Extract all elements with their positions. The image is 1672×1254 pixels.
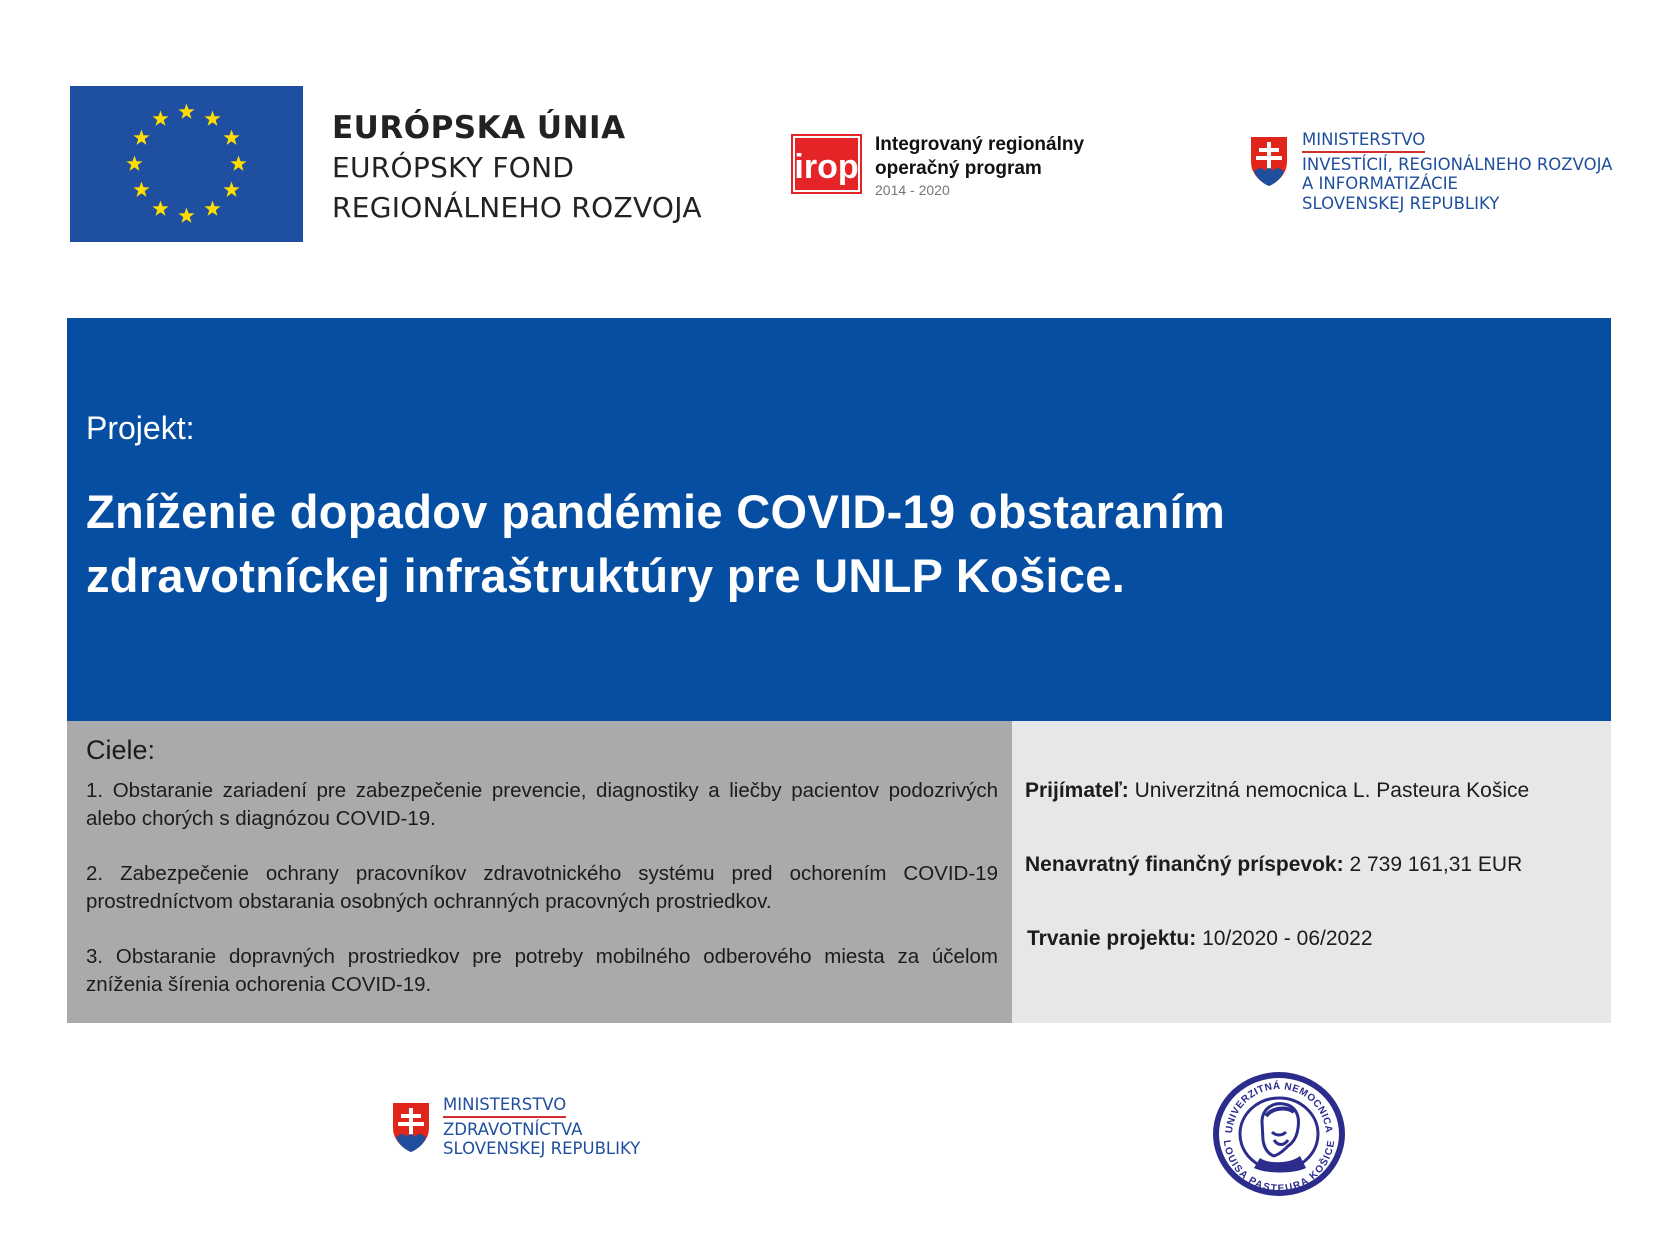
ministry-investments-line-1: MINISTERSTVO bbox=[1302, 130, 1425, 153]
irop-years: 2014 - 2020 bbox=[875, 182, 950, 198]
irop-logo-text: irop bbox=[794, 148, 859, 186]
eu-star-icon bbox=[204, 110, 220, 125]
eu-title: EURÓPSKA ÚNIA bbox=[332, 110, 626, 146]
duration-line bbox=[1027, 927, 1373, 951]
ministry-investments-line-2: INVESTÍCIÍ, REGIONÁLNEHO ROZVOJA bbox=[1302, 154, 1613, 174]
hospital-seal-icon bbox=[1210, 1070, 1348, 1198]
ministry-investments-title bbox=[1302, 130, 1612, 213]
eu-star-icon bbox=[223, 130, 239, 145]
ministry-health-line-3: SLOVENSKEJ REPUBLIKY bbox=[443, 1139, 641, 1158]
seal-top-text: UNIVERZITNÁ NEMOCNICA bbox=[1223, 1080, 1335, 1134]
eu-line-3: REGIONÁLNEHO ROZVOJA bbox=[332, 191, 702, 224]
recipient-line bbox=[1025, 779, 1529, 803]
ministry-health-line-1: MINISTERSTVO bbox=[443, 1095, 566, 1118]
eu-line-2: EURÓPSKY FOND bbox=[332, 151, 575, 184]
irop-title bbox=[875, 133, 1084, 199]
project-label: Projekt: bbox=[86, 410, 195, 446]
goal-item: 3. Obstaranie dopravných prostriedkov pre potreby mobilného odberového miesta za účelom zníženia šírenia ochorenia COVID-19. bbox=[86, 945, 998, 996]
recipient-label: Prijímateľ: bbox=[1025, 779, 1129, 802]
eu-star-icon bbox=[126, 156, 142, 171]
eu-star-icon bbox=[133, 182, 149, 197]
eu-star-icon bbox=[178, 104, 194, 119]
grant-value: 2 739 161,31 EUR bbox=[1349, 853, 1523, 876]
project-title bbox=[86, 480, 1566, 608]
project-title-line-1: Zníženie dopadov pandémie COVID-19 obstaraním bbox=[86, 485, 1226, 538]
hospital-seal-logo bbox=[1210, 1070, 1348, 1198]
ministry-health-line-2: ZDRAVOTNÍCTVA bbox=[443, 1119, 583, 1139]
ministry-health-title bbox=[443, 1095, 640, 1159]
ministry-investments-line-3: A INFORMATIZÁCIE bbox=[1302, 174, 1458, 193]
duration-label: Trvanie projektu: bbox=[1027, 927, 1197, 950]
irop-line-1: Integrovaný regionálny bbox=[875, 134, 1085, 155]
slovak-coat-of-arms-icon bbox=[1248, 134, 1290, 188]
eu-flag bbox=[70, 86, 303, 242]
project-title-line-2: zdravotníckej infraštruktúry pre UNLP Košice. bbox=[86, 549, 1126, 602]
irop-logo-icon bbox=[791, 134, 862, 194]
goal-item: 1. Obstaranie zariadení pre zabezpečenie prevencie, diagnostiky a liečby pacientov podozrivých alebo chorých s diagnózou COVID-19. bbox=[86, 779, 998, 830]
ministry-investments-line-4: SLOVENSKEJ REPUBLIKY bbox=[1302, 193, 1500, 213]
recipient-value: Univerzitná nemocnica L. Pasteura Košice bbox=[1134, 779, 1530, 802]
goal-item: 2. Zabezpečenie ochrany pracovníkov zdravotnického systému pred ochorením COVID-19 prostredníctvom obstarania osobných ochranných pracovných prostriedkov. bbox=[86, 862, 998, 913]
eu-stars-icon bbox=[70, 86, 303, 242]
eu-star-icon bbox=[133, 130, 149, 145]
slovak-coat-of-arms-icon bbox=[390, 1100, 432, 1154]
duration-value: 10/2020 - 06/2022 bbox=[1202, 927, 1373, 950]
eu-star-icon bbox=[152, 110, 168, 125]
seal-bottom-text: LOUISA PASTEURA KOŠICE bbox=[1220, 1139, 1338, 1195]
irop-line-2: operačný program bbox=[875, 158, 1042, 179]
goals-label: Ciele: bbox=[86, 735, 156, 765]
grant-line bbox=[1025, 853, 1522, 877]
eu-star-icon bbox=[223, 182, 239, 197]
eu-fund-title bbox=[332, 108, 702, 228]
eu-star-icon bbox=[152, 201, 168, 216]
irop-logo bbox=[791, 134, 862, 194]
eu-star-icon bbox=[204, 201, 220, 216]
eu-star-icon bbox=[178, 208, 194, 223]
eu-star-icon bbox=[230, 156, 246, 171]
grant-label: Nenavratný finančný príspevok: bbox=[1025, 853, 1344, 876]
